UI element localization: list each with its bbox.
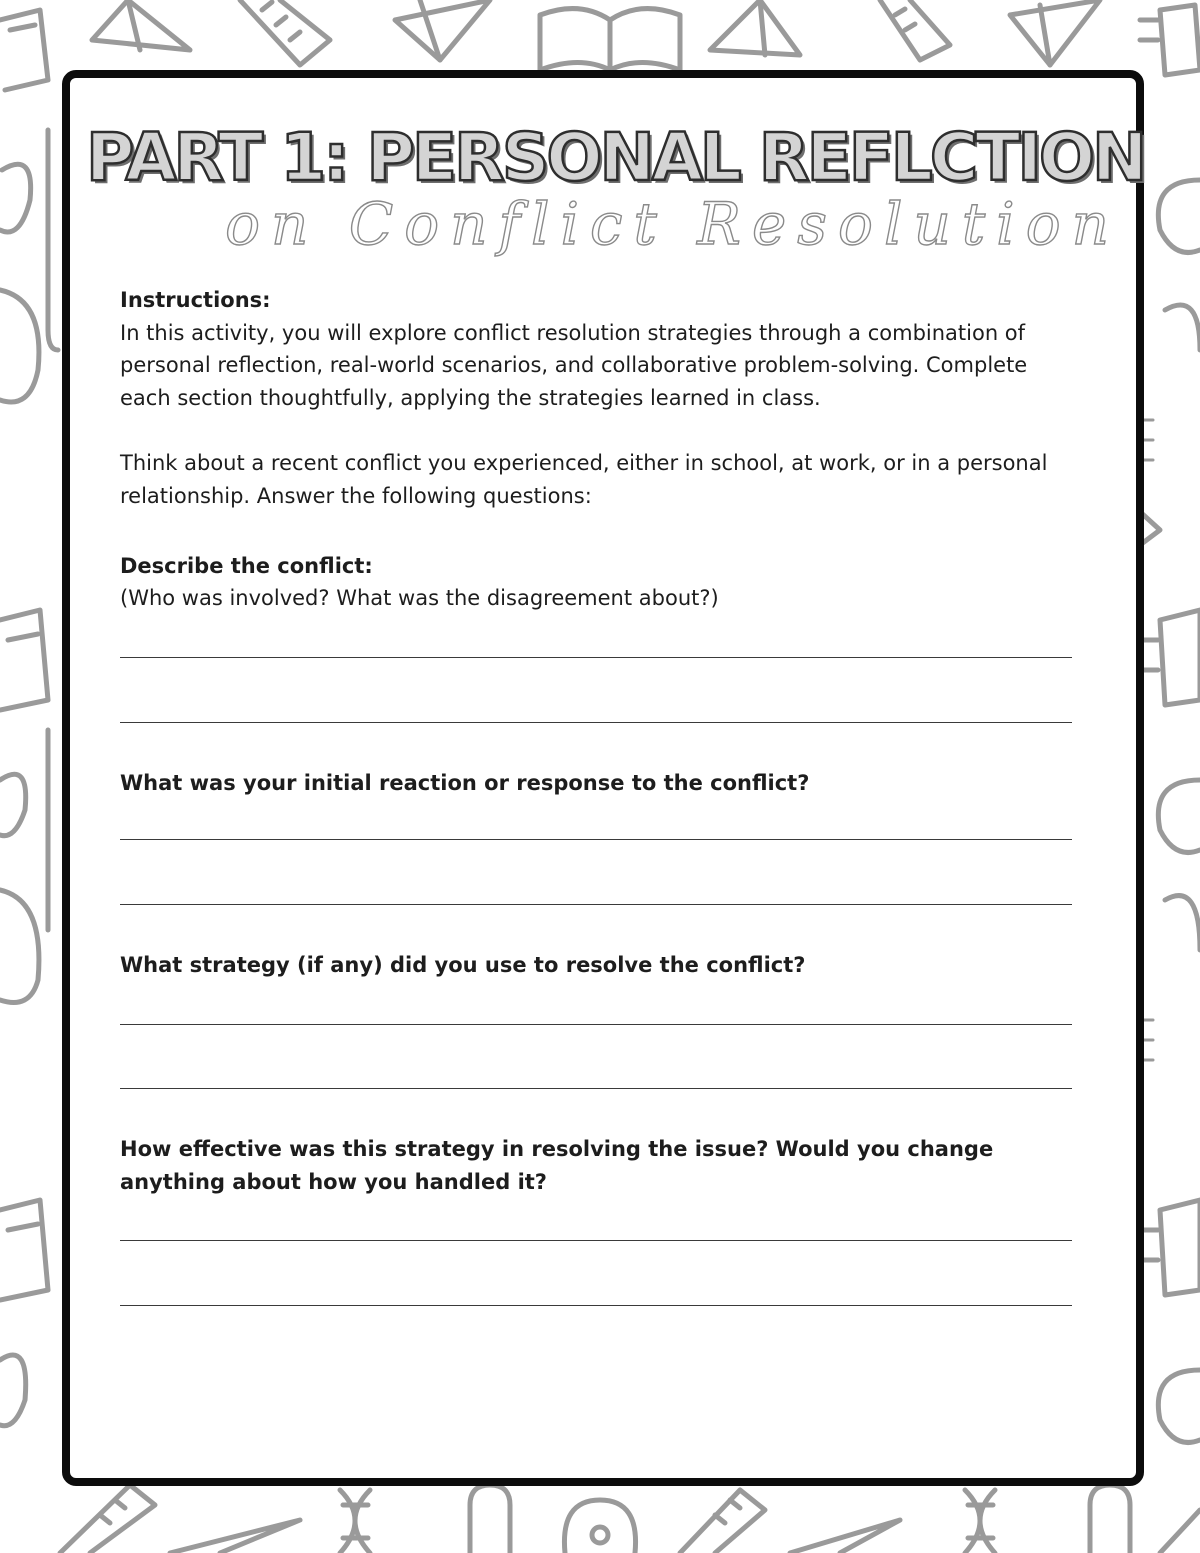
apple-icon [0,890,39,1003]
question-4 [120,1133,1080,1306]
page-title: PART 1: PERSONAL REFLCTION [86,119,1145,196]
ruler-icon [60,1485,155,1553]
question-label: How effective was this strategy in resolving the issue? Would you change anything about how you handled it? [120,1136,994,1194]
worksheet-content [120,284,1080,1306]
answer-line[interactable] [120,839,1072,840]
apple-icon [1158,780,1200,853]
paper-plane-icon [790,1520,900,1553]
apple-icon [0,164,31,232]
worksheet-card [62,70,1144,1486]
instructions-text: In this activity, you will explore conflict resolution strategies through a combination of personal reflection, real-world scenarios, and collaborative problem-solving. Complete each section thoughtfully, applying the strategies learned in class. [120,320,1028,410]
question-label: What was your initial reaction or response to the conflict? [120,770,810,795]
apple-icon [0,1355,26,1426]
apple-icon [1158,180,1200,253]
question-label: What strategy (if any) did you use to resolve the conflict? [120,953,806,978]
question-2 [120,767,1080,906]
answer-line[interactable] [120,657,1072,658]
question-3 [120,949,1080,1089]
answer-line[interactable] [120,904,1072,905]
ruler-icon [880,0,950,60]
paperclip-icon [48,130,58,350]
reflection-prompt: Think about a recent conflict you experienced, either in school, at work, or in a personal relationship. Answer the following questions: [120,451,1048,508]
question-1 [120,550,1080,723]
notebook-icon [1140,5,1200,75]
notebook-icon [0,10,48,90]
notebook-icon [0,1200,48,1300]
paper-plane-icon [170,1520,300,1553]
question-hint: (Who was involved? What was the disagreement about?) [120,586,719,611]
answer-line[interactable] [120,1088,1072,1089]
notebook-icon [1140,610,1200,705]
page-subtitle: on Conflict Resolution [225,190,1120,258]
paperclip-icon [1090,1485,1130,1553]
pyramid-icon [92,0,190,50]
ruler-icon [1160,1510,1200,1553]
answer-line[interactable] [120,1305,1072,1306]
ruler-icon [240,0,330,65]
dna-icon [965,1490,995,1553]
paper-plane-icon [395,0,490,60]
paperclip-icon [470,1485,510,1553]
apple-icon [564,1500,635,1553]
notebook-icon [0,610,48,710]
apple-icon [1158,1370,1200,1443]
answer-line[interactable] [120,1240,1072,1241]
ruler-icon [680,1490,765,1553]
paper-plane-icon [1010,0,1100,65]
instructions-label: Instructions: [120,288,271,312]
question-label: Describe the conflict: [120,553,373,578]
notebook-icon [1140,1200,1200,1295]
answer-line[interactable] [120,722,1072,723]
apple-icon [0,290,39,402]
paperclip-icon [1165,896,1200,950]
answer-line[interactable] [120,1024,1072,1025]
apple-icon [0,774,26,835]
paperclip-icon [1165,305,1200,350]
dna-icon [340,1490,370,1553]
book-icon [540,9,680,70]
pyramid-icon [710,0,800,55]
